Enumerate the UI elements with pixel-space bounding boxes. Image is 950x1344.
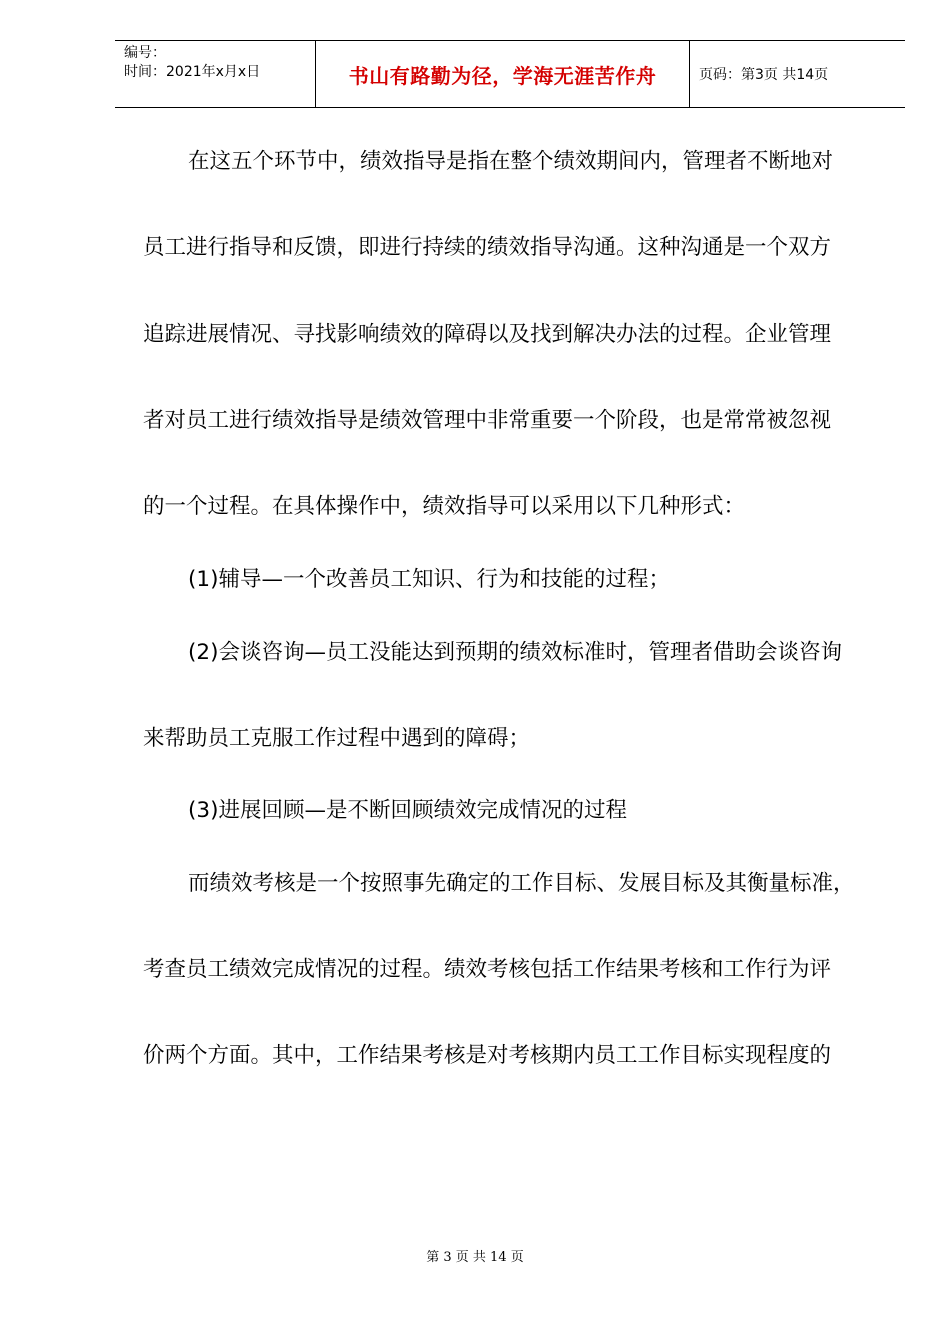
header-motto: 书山有路勤为径，学海无涯苦作舟 <box>316 41 690 107</box>
body-line: 者对员工进行绩效指导是绩效管理中非常重要一个阶段，也是常常被忽视 <box>143 408 832 433</box>
body-line: 来帮助员工克服工作过程中遇到的障碍； <box>143 726 531 751</box>
body-line: 追踪进展情况、寻找影响绩效的障碍以及找到解决办法的过程。企业管理 <box>143 322 832 347</box>
list-item: (3)进展回顾—是不断回顾绩效完成情况的过程 <box>188 798 627 823</box>
body-line: 考查员工绩效完成情况的过程。绩效考核包括工作结果考核和工作行为评 <box>143 957 832 982</box>
time-label: 时间：2021年x月x日 <box>124 64 261 80</box>
body-line: 的一个过程。在具体操作中，绩效指导可以采用以下几种形式： <box>143 494 746 519</box>
page-header <box>115 40 905 108</box>
header-page-code: 页码：第3页 共14页 <box>699 67 829 83</box>
page-footer <box>0 1246 950 1265</box>
body-line: 员工进行指导和反馈，即进行持续的绩效指导沟通。这种沟通是一个双方 <box>143 235 832 260</box>
body-line: 而绩效考核是一个按照事先确定的工作目标、发展目标及其衡量标准， <box>188 871 855 896</box>
list-item: (2)会谈咨询—员工没能达到预期的绩效标准时，管理者借助会谈咨询 <box>188 640 842 665</box>
body-line: 价两个方面。其中，工作结果考核是对考核期内员工工作目标实现程度的 <box>143 1043 832 1068</box>
body-line: 在这五个环节中，绩效指导是指在整个绩效期间内，管理者不断地对 <box>188 149 834 174</box>
header-meta <box>115 41 316 107</box>
footer-page-number: 第 3 页 共 14 页 <box>426 1250 524 1265</box>
serial-label: 编号： <box>124 45 166 61</box>
list-item: (1)辅导—一个改善员工知识、行为和技能的过程； <box>188 567 670 592</box>
